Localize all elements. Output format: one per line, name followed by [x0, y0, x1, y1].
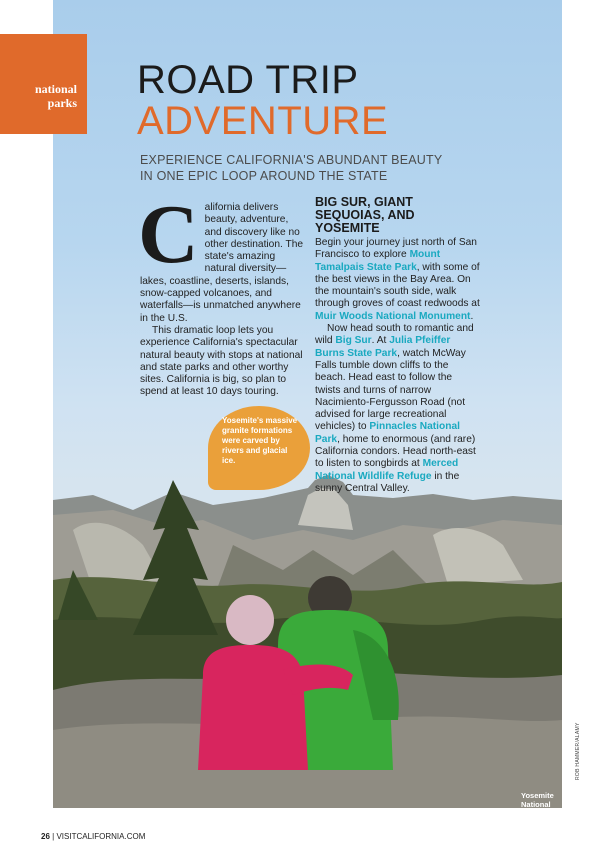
- title-line1: ROAD TRIP: [137, 58, 359, 102]
- subtitle-line1: EXPERIENCE CALIFORNIA'S ABUNDANT BEAUTY: [140, 153, 443, 167]
- paragraph-3: Begin your journey just north of San Francisco to explore Mount Tamalpais State Park, with some of the best views in the Bay Area. On the mountain's south side, walk through groves of coast redwoods at Muir Woods National Monument.: [315, 237, 480, 322]
- link-muir-woods[interactable]: Muir Woods National Monument: [315, 310, 471, 322]
- paragraph-2: This dramatic loop lets you experience California's spectacular natural beauty with stops at national and state parks and other worthy sites. California is big, so plan to spend at least 10 days touring.: [140, 324, 303, 398]
- link-pinnacles[interactable]: Pinnacles National Park: [315, 421, 460, 445]
- paragraph-4: Now head south to romantic and wild Big Sur. At Julia Pfeiffer Burns State Park, watch McWay Falls tumble down cliffs to the beach. Head east to follow the twists and turns of narrow Nacimiento-Fergusson Road (not advised for large recreational vehicles) to Pinnacles National Park, home to enormous (and rare) California condors. Head north-east to listen to songbirds at Merced National Wildlife Refuge in the sunny Central Valley.: [315, 323, 476, 494]
- title-line2: ADVENTURE: [137, 99, 389, 143]
- article-column-left: [138, 188, 304, 399]
- section-tag-line1: national: [34, 82, 77, 96]
- footer-site[interactable]: VISITCALIFORNIA.COM: [56, 832, 146, 841]
- page-footer: [41, 832, 145, 841]
- article-column-right: [315, 196, 480, 495]
- photo-caption: Yosemite National Park: [521, 791, 554, 818]
- intro-text: alifornia delivers beauty, adventure, and discovery like no other destination. The state's amazing natural diversity—lakes, coastline, deserts, islands, snow-capped volcanoes, and waterfalls—is unmatched anywhere in the U.S.: [140, 202, 304, 324]
- link-julia-pfeiffer[interactable]: Julia Pfeiffer Burns State Park: [315, 335, 451, 359]
- photo-credit: ROB HAMMER/ALAMY: [575, 722, 581, 780]
- link-big-sur[interactable]: Big Sur: [335, 335, 372, 347]
- intro-paragraph: [138, 188, 304, 325]
- section-tag-line2: parks: [47, 96, 77, 110]
- drop-cap: C: [138, 188, 199, 281]
- callout-text: Yosemite's massive granite formations were carved by rivers and glacial ice.: [222, 416, 298, 465]
- subtitle: [140, 152, 480, 184]
- link-mount-tamalpais[interactable]: Mount Tamalpais State Park: [315, 249, 441, 273]
- footer-separator: |: [52, 832, 55, 841]
- link-merced-refuge[interactable]: Merced National Wildlife Refuge: [315, 458, 459, 482]
- callout-bubble: [208, 406, 310, 490]
- page-number: 26: [41, 832, 50, 841]
- section-heading: BIG SUR, GIANT SEQUOIAS, AND YOSEMITE: [315, 195, 415, 235]
- section-tag: [0, 34, 87, 134]
- subtitle-line2: IN ONE EPIC LOOP AROUND THE STATE: [140, 169, 388, 183]
- yosemite-landscape-image: [53, 470, 562, 808]
